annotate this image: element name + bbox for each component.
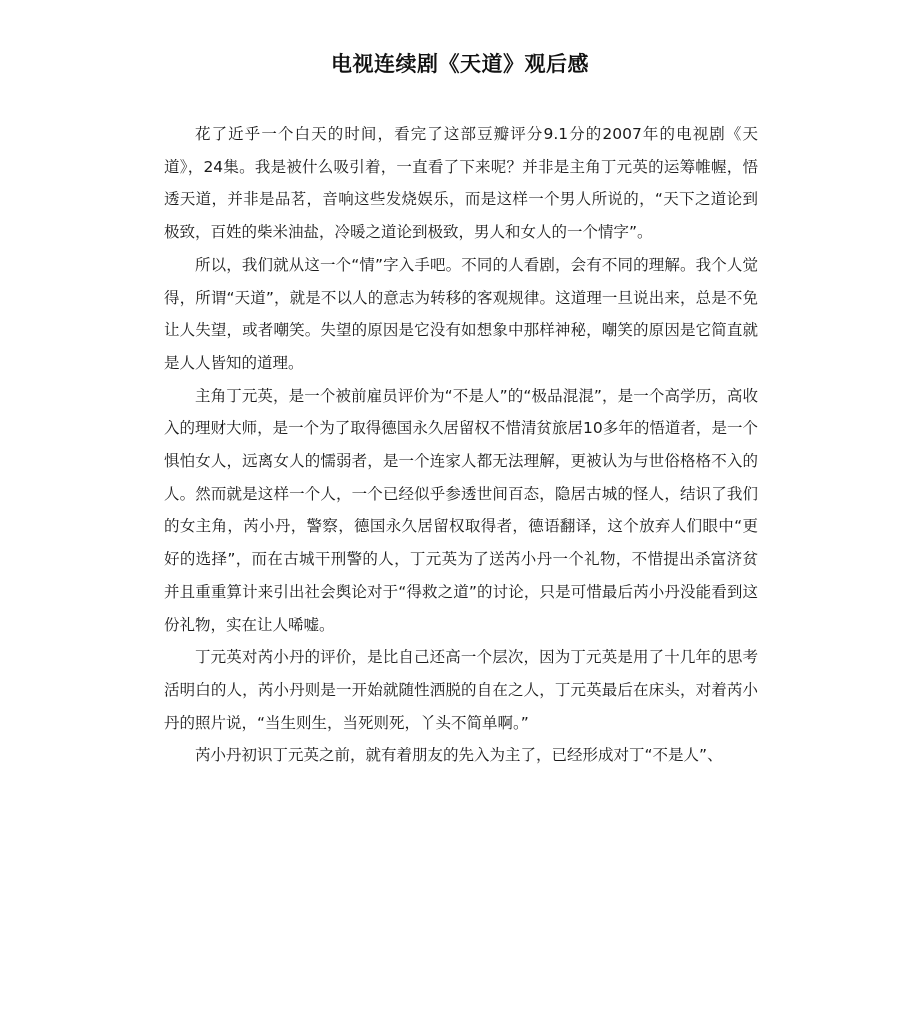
document-body [164, 118, 758, 772]
paragraph-3: 主角丁元英，是一个被前雇员评价为“不是人”的“极品混混”，是一个高学历，高收入的理财大师，是一个为了取得德国永久居留权不惜清贫旅居10多年的悟道者，是一个惧怕女人，远离女人的懦弱者，是一个连家人都无法理解，更被认为与世俗格格不入的人。然而就是这样一个人，一个已经似乎参透世间百态，隐居古城的怪人，结识了我们的女主角，芮小丹，警察，德国永久居留权取得者，德语翻译，这个放弃人们眼中“更好的选择”，而在古城干刑警的人，丁元英为了送芮小丹一个礼物，不惜提出杀富济贫并且重重算计来引出社会舆论对于“得救之道”的讨论，只是可惜最后芮小丹没能看到这份礼物，实在让人唏嘘。 [164, 386, 758, 634]
paragraph-1: 花了近乎一个白天的时间，看完了这部豆瓣评分9.1分的2007年的电视剧《天道》，24集。我是被什么吸引着，一直看了下来呢？并非是主角丁元英的运筹帷幄，悟透天道，并非是品茗，音响这些发烧娱乐，而是这样一个男人所说的，“天下之道论到极致，百姓的柴米油盐，冷暖之道论到极致，男人和女人的一个情字”。 [164, 125, 758, 242]
paragraph-2: 所以，我们就从这一个“情”字入手吧。不同的人看剧，会有不同的理解。我个人觉得，所谓“天道”，就是不以人的意志为转移的客观规律。这道理一旦说出来，总是不免让人失望，或者嘲笑。失望的原因是它没有如想象中那样神秘，嘲笑的原因是它简直就是人人皆知的道理。 [164, 255, 758, 372]
document-title: 电视连续剧《天道》观后感 [331, 52, 589, 76]
paragraph-5: 芮小丹初识丁元英之前，就有着朋友的先入为主了，已经形成对丁“不是人”、 [195, 746, 723, 765]
paragraph-4: 丁元英对芮小丹的评价，是比自己还高一个层次，因为丁元英是用了十几年的思考活明白的人，芮小丹则是一开始就随性洒脱的自在之人，丁元英最后在床头，对着芮小丹的照片说，“当生则生，当死则死，丫头不简单啊。” [164, 648, 758, 732]
